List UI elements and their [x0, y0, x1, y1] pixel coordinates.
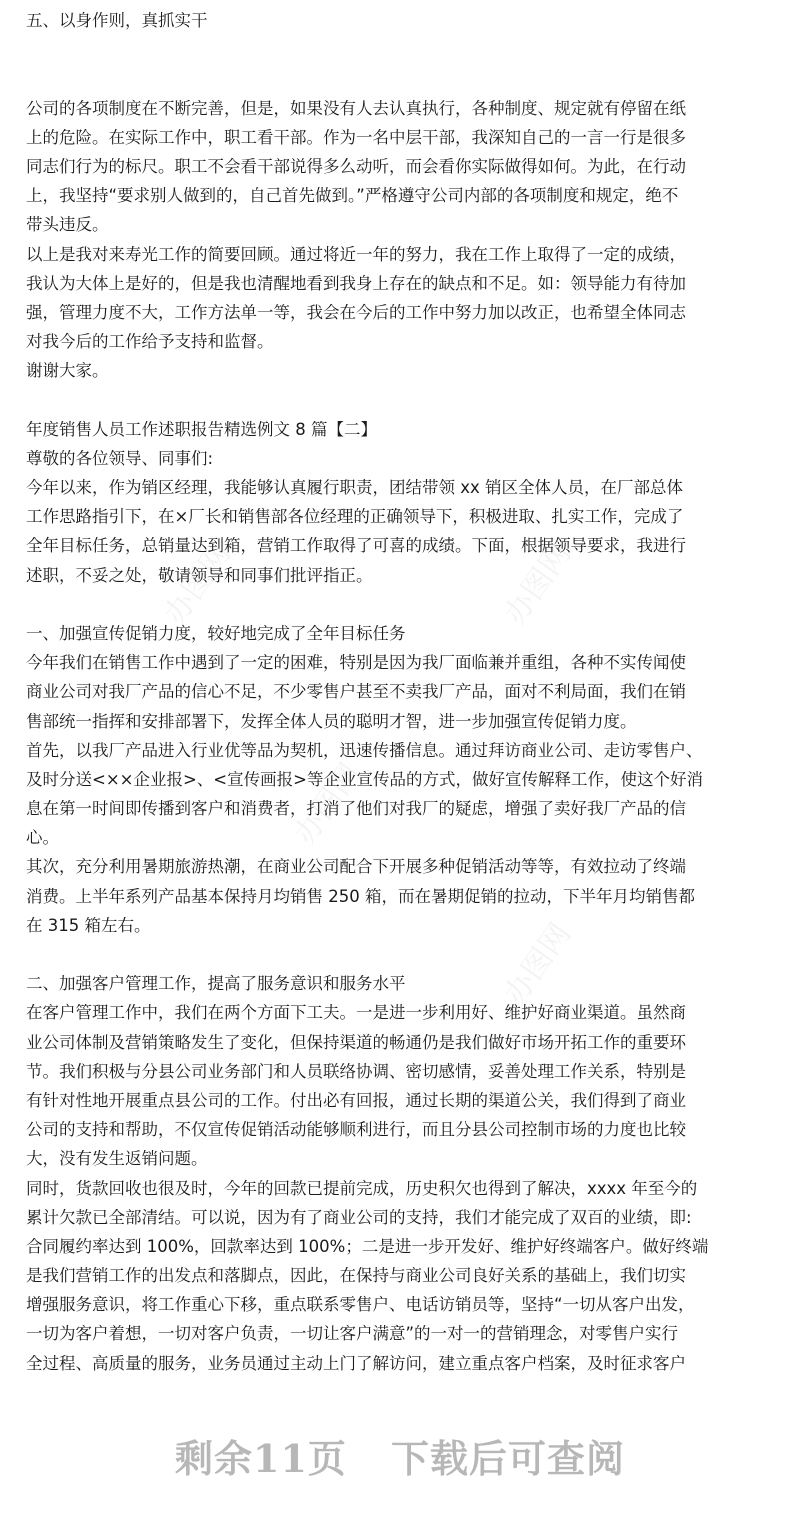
download-banner[interactable] [0, 1428, 800, 1483]
paragraph-block [26, 94, 778, 386]
text-line: 尊敬的各位领导、同事们: [26, 448, 214, 468]
text-line: 是我们营销工作的出发点和落脚点，因此，在保持与商业公司良好关系的基础上，我们切实 [26, 1266, 686, 1286]
text-line: 大，没有发生返销问题。 [26, 1149, 208, 1169]
text-line: 今年以来，作为销区经理，我能够认真履行职责，团结带领 xx 销区全体人员，在厂部总体 [26, 478, 684, 498]
text-line: 工作思路指引下，在×厂长和销售部各位经理的正确领导下，积极进取、扎实工作，完成了 [26, 507, 684, 527]
report-intro-block [26, 415, 778, 590]
watermark: 办图网 [497, 537, 579, 631]
text-line: 公司的支持和帮助，不仅宣传促销活动能够顺利进行，而且分县公司控制市场的力度也比较 [26, 1120, 686, 1140]
text-line: 合同履约率达到 100%，回款率达到 100%；二是进一步开发好、维护好终端客户。做好终端 [26, 1236, 709, 1256]
text-line: 强，管理力度不大，工作方法单一等，我会在今后的工作中努力加以改正，也希望全体同志 [26, 302, 686, 322]
text-line: 售部统一指挥和安排部署下，发挥全体人员的聪明才智，进一步加强宣传促销力度。 [26, 711, 637, 731]
text-line: 带头违反。 [26, 215, 109, 235]
text-line: 一切为客户着想，一切对客户负责，一切让客户满意”的一对一的营销理念，对零售户实行 [26, 1324, 679, 1344]
text-line: 二、加强客户管理工作，提高了服务意识和服务水平 [26, 974, 406, 994]
text-line: 谢谢大家。 [26, 361, 109, 381]
text-line: 节。我们积极与分县公司业务部门和人员联络协调、密切感情，妥善处理工作关系，特别是 [26, 1061, 686, 1081]
text-line: 上，我坚持“要求别人做到的，自己首先做到。”严格遵守公司内部的各项制度和规定，绝不 [26, 186, 679, 206]
text-line: 其次，充分利用暑期旅游热潮，在商业公司配合下开展多种促销活动等等，有效拉动了终端 [26, 857, 686, 877]
text-line: 五、以身作则，真抓实干 [26, 11, 208, 30]
section-two-block [26, 969, 778, 1378]
text-line: 公司的各项制度在不断完善，但是，如果没有人去认真执行，各种制度、规定就有停留在纸 [26, 98, 686, 118]
text-line: 业公司体制及营销策略发生了变化，但保持渠道的畅通仍是我们做好市场开拓工作的重要环 [26, 1032, 686, 1052]
text-line: 上的危险。在实际工作中，职工看干部。作为一名中层干部，我深知自己的一言一行是很多 [26, 127, 686, 147]
text-line: 首先，以我厂产品进入行业优等品为契机，迅速传播信息。通过拜访商业公司、走访零售户、 [26, 740, 703, 760]
text-line: 年度销售人员工作述职报告精选例文 8 篇【二】 [26, 419, 377, 439]
text-line: 同志们行为的标尺。职工不会看干部说得多么动听，而会看你实际做得如何。为此，在行动 [26, 156, 686, 176]
text-line: 心。 [26, 828, 59, 848]
text-line: 累计欠款已全部清结。可以说，因为有了商业公司的支持，我们才能完成了双百的业绩，即: [26, 1207, 692, 1227]
text-line: 及时分送<××企业报>、<宣传画报>等企业宣传品的方式，做好宣传解释工作，使这个好消 [26, 769, 703, 789]
text-line: 在客户管理工作中，我们在两个方面下工夫。一是进一步利用好、维护好商业渠道。虽然商 [26, 1003, 686, 1023]
text-line: 以上是我对来寿光工作的简要回顾。通过将近一年的努力，我在工作上取得了一定的成绩， [26, 244, 686, 264]
text-line: 我认为大体上是好的，但是我也清醒地看到我身上存在的缺点和不足。如：领导能力有待加 [26, 273, 686, 293]
remaining-pages-label: 剩余11页 [175, 1436, 347, 1481]
text-line: 在 315 箱左右。 [26, 915, 151, 935]
text-line: 述职，不妥之处，敬请领导和同事们批评指正。 [26, 565, 373, 585]
text-line: 今年我们在销售工作中遇到了一定的困难，特别是因为我厂面临兼并重组，各种不实传闻使 [26, 653, 686, 673]
text-line: 增强服务意识，将工作重心下移，重点联系零售户、电话访销员等，坚持“一切从客户出发， [26, 1295, 695, 1315]
text-line: 对我今后的工作给予支持和监督。 [26, 332, 274, 352]
text-line: 一、加强宣传促销力度，较好地完成了全年目标任务 [26, 623, 406, 643]
section-one-block [26, 619, 778, 940]
text-line: 全过程、高质量的服务，业务员通过主动上门了解访问，建立重点客户档案，及时征求客户 [26, 1353, 686, 1373]
text-line: 消费。上半年系列产品基本保持月均销售 250 箱，而在暑期促销的拉动，下半年月均销售都 [26, 886, 695, 906]
text-line: 有针对性地开展重点县公司的工作。付出必有回报，通过长期的渠道公关，我们得到了商业 [26, 1090, 686, 1110]
text-line: 同时，货款回收也很及时，今年的回款已提前完成，历史积欠也得到了解决，xxxx 年至今的 [26, 1178, 698, 1198]
text-line: 息在第一时间即传播到客户和消费者，打消了他们对我厂的疑虑，增强了卖好我厂产品的信 [26, 799, 686, 819]
watermark: 办图网 [497, 917, 579, 1011]
document-body [26, 6, 778, 1378]
text-line: 商业公司对我厂产品的信心不足，不少零售户甚至不卖我厂产品，面对不利局面，我们在销 [26, 682, 686, 702]
section-heading-block [26, 6, 778, 35]
download-prompt-label: 下载后可查阅 [390, 1436, 625, 1481]
watermark: 办图网 [157, 537, 239, 631]
watermark: 办图网 [287, 757, 369, 851]
text-line: 全年目标任务，总销量达到箱，营销工作取得了可喜的成绩。下面，根据领导要求，我进行 [26, 536, 686, 556]
